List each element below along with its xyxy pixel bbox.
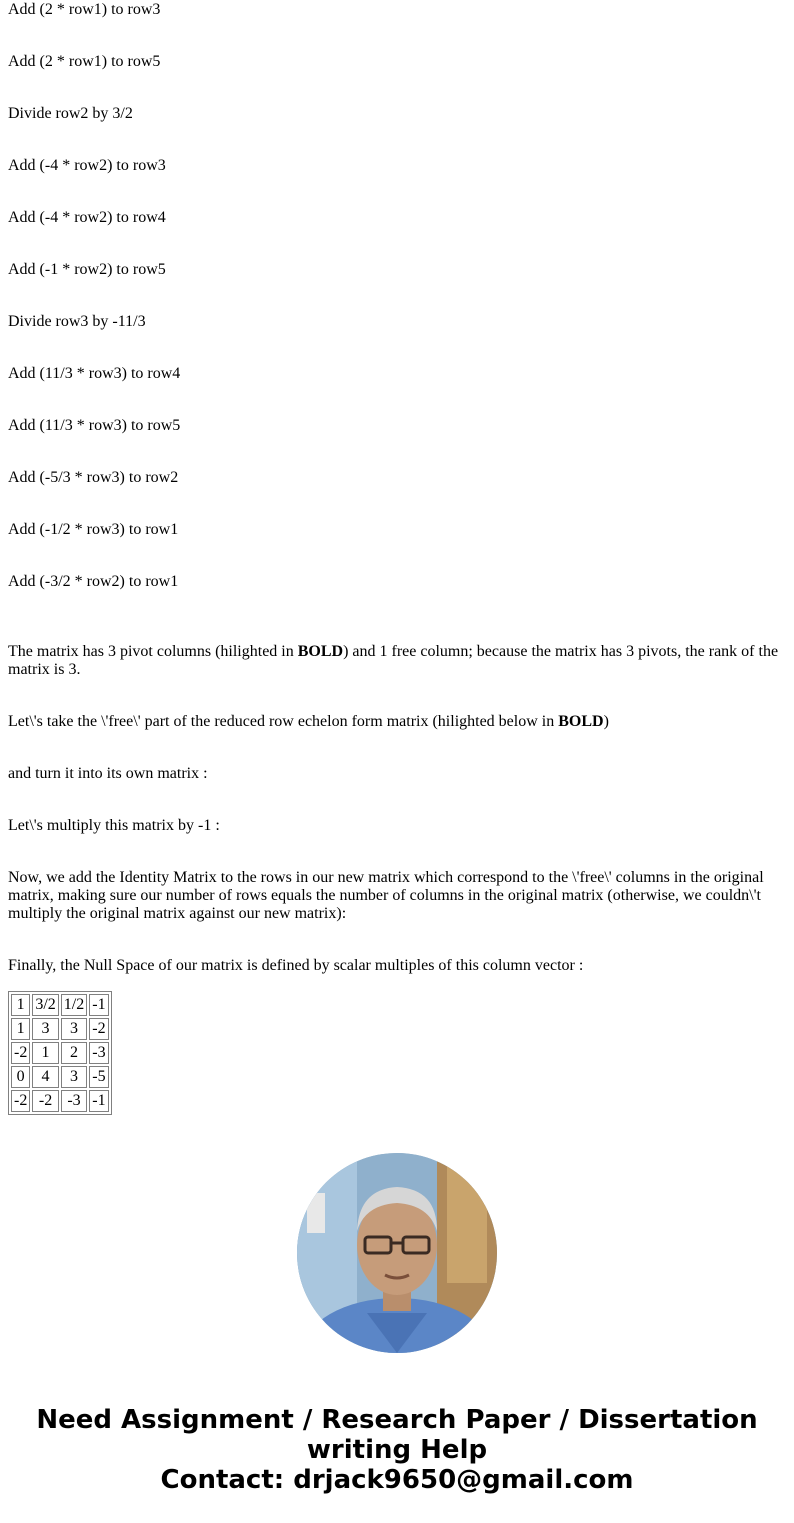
matrix-cell: 3/2 [32,994,58,1016]
matrix-cell: -3 [61,1090,87,1112]
matrix-cell: 1/2 [61,994,87,1016]
matrix-cell: -1 [89,1090,108,1112]
matrix-cell: -2 [89,1018,108,1040]
step-9: Add (11/3 * row3) to row5 [8,417,181,434]
matrix-cell: -2 [32,1090,58,1112]
author-avatar [297,1153,497,1353]
matrix-table [8,991,112,1115]
step-12: Add (-3/2 * row2) to row1 [8,573,179,590]
free-text-before: Let\'s take the \'free\' part of the reduced row echelon form matrix (hilighted below in [8,713,559,730]
pivot-paragraph [8,643,786,679]
matrix-cell: 0 [11,1066,30,1088]
matrix-row [11,1066,109,1088]
matrix-cell: -2 [11,1090,30,1112]
matrix-cell: -5 [89,1066,108,1088]
step-5: Add (-4 * row2) to row4 [8,209,166,226]
matrix-row [11,994,109,1016]
free-bold-word: BOLD [558,713,604,730]
matrix-cell: -1 [89,994,108,1016]
matrix-cell: 4 [32,1066,58,1088]
step-7: Divide row3 by -11/3 [8,313,146,330]
promo-banner [0,1405,794,1495]
matrix-cell: 2 [61,1042,87,1064]
pivot-bold-word: BOLD [297,643,344,660]
matrix-cell: 1 [11,1018,30,1040]
step-11: Add (-1/2 * row3) to row1 [8,521,179,538]
matrix-cell: 1 [11,994,30,1016]
identity-paragraph: Now, we add the Identity Matrix to the rows in our new matrix which correspond to the \'free\' columns in the original matrix, making sure our number of rows equals the number of columns in the original matrix (otherwise, we couldn\'t multiply the original matrix against our new matrix): [8,869,764,922]
pivot-text-before: The matrix has 3 pivot columns (hilighted in [8,643,298,660]
step-8: Add (11/3 * row3) to row4 [8,365,181,382]
step-1: Add (2 * row1) to row3 [8,1,161,18]
matrix-cell: 3 [61,1018,87,1040]
matrix-cell: -3 [89,1042,108,1064]
free-text-after: ) [603,713,609,730]
step-4: Add (-4 * row2) to row3 [8,157,166,174]
matrix-cell: 1 [32,1042,58,1064]
pivot-text-after: ) and 1 free column; because the matrix has 3 pivots, the rank of the matrix is 3. [8,643,779,678]
matrix-cell: 3 [61,1066,87,1088]
promo-line-2: writing Help [306,1435,488,1465]
free-part-paragraph [8,713,786,731]
author-portrait [297,1153,497,1353]
matrix-cell: -2 [11,1042,30,1064]
promo-contact: Contact: drjack9650@gmail.com [160,1465,634,1495]
matrix-row [11,1042,109,1064]
multiply-paragraph: Let\'s multiply this matrix by -1 : [8,817,220,834]
null-space-paragraph: Finally, the Null Space of our matrix is defined by scalar multiples of this column vector : [8,957,584,974]
step-6: Add (-1 * row2) to row5 [8,261,166,278]
step-2: Add (2 * row1) to row5 [8,53,161,70]
step-3: Divide row2 by 3/2 [8,105,133,122]
own-matrix-paragraph: and turn it into its own matrix : [8,765,208,782]
step-10: Add (-5/3 * row3) to row2 [8,469,179,486]
matrix-cell: 3 [32,1018,58,1040]
promo-line-1: Need Assignment / Research Paper / Dissertation [36,1405,758,1435]
matrix-row [11,1018,109,1040]
matrix-row [11,1090,109,1112]
